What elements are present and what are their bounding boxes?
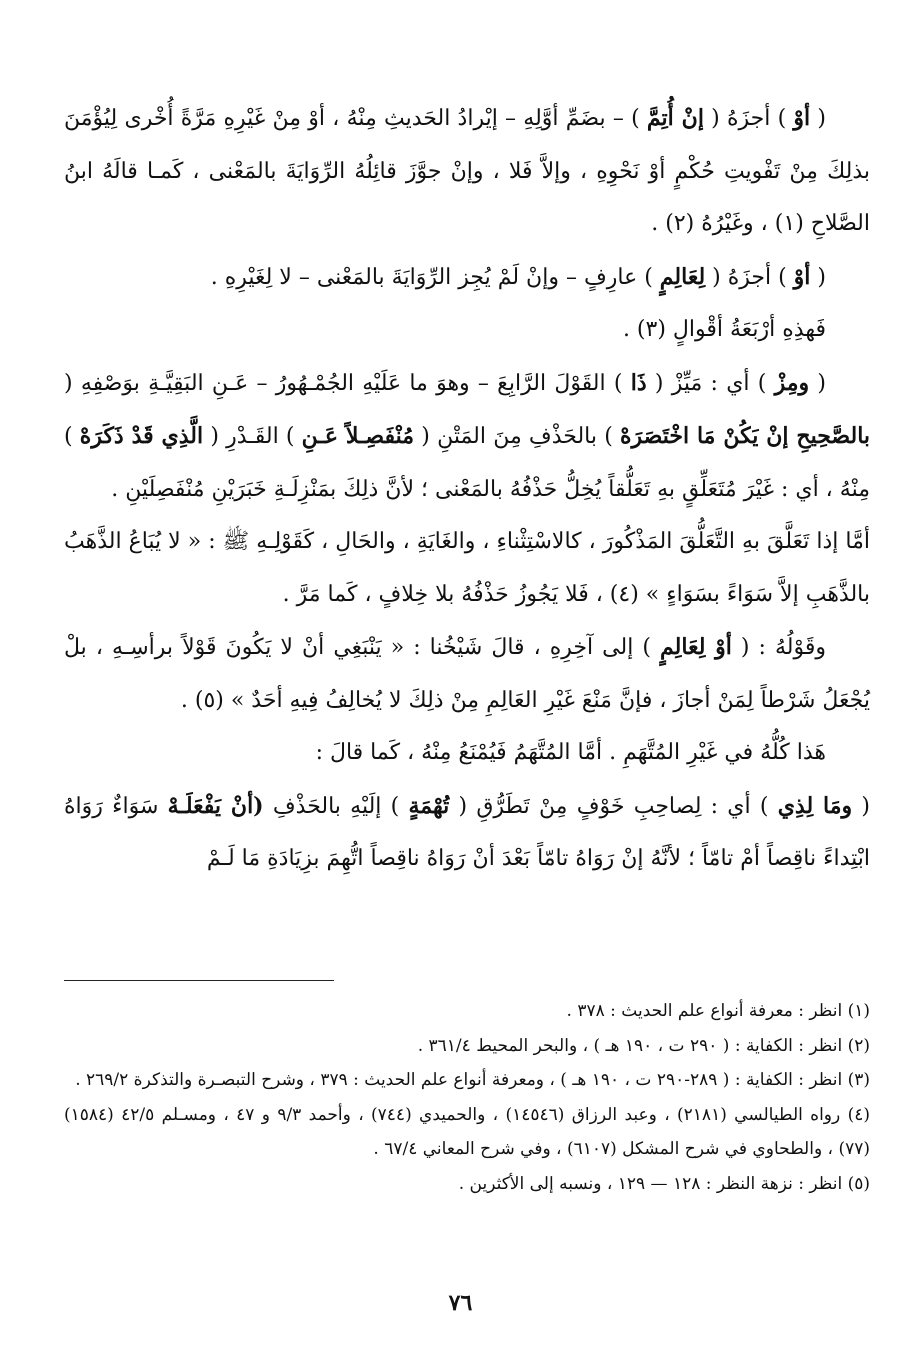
footnote: (٥) انظر : نزهة النظر : ١٢٨ — ١٢٩ ، ونسبه إلى الأكثرين . xyxy=(458,1173,870,1194)
body-paragraph xyxy=(64,92,870,251)
body-paragraph xyxy=(64,727,870,780)
text-segment: ) عارِفٍ – وإنْ لَمْ يُجِز الرِّوَايَةَ بالمَعْنى – لا لِغَيْرِهِ . xyxy=(210,264,660,290)
footnote: (٢) انظر : الكفاية : ( ٢٩٠ ت ، ١٩٠ هـ ) ، والبحر المحيط ٣٦١/٤ . xyxy=(417,1035,870,1056)
footnote: (٣) انظر : الكفاية : ( ٢٨٩-٢٩٠ ت ، ١٩٠ هـ ) ، ومعرفة أنواع علم الحديث : ٣٧٩ ، وشرح التبصـرة والتذكرة ٢٦٩/٢ . xyxy=(75,1070,870,1090)
footnote-separator xyxy=(64,980,334,981)
text-segment: ) أجزَهُ ( xyxy=(705,264,794,290)
body-paragraph xyxy=(64,780,870,886)
main-text-block xyxy=(64,92,870,886)
text-segment: ) أي : لِصاحِبِ خَوْفٍ مِنْ تَطَرُّقِ ( xyxy=(449,793,778,819)
page-number: ٧٦ xyxy=(448,1290,473,1316)
bold-text-segment: ذَا xyxy=(630,369,647,396)
body-paragraph xyxy=(64,357,870,517)
text-segment: وقَوْلُهُ : ( xyxy=(731,635,827,660)
text-segment: فَهذِهِ أرْبَعَةُ أقْوالٍ (٣) . xyxy=(622,317,826,342)
text-segment: ( xyxy=(852,793,871,819)
text-segment: ) أي : مَيِّزْ ( xyxy=(646,370,775,396)
bold-text-segment: مُنْفَصِـلاً عَـنِ xyxy=(301,423,415,449)
bold-text-segment: تُهْمَةٍ xyxy=(408,792,450,819)
text-segment: ) بالحَذْفِ مِنَ المَتْنِ ( xyxy=(414,424,621,449)
text-segment: هَذا كُلُّهُ في غَيْرِ المُتَّهَمِ . أمَّا المُتَّهَمُ فَيُمْنَعُ مِنْهُ ، كَما قالَ : xyxy=(315,740,826,765)
bold-text-segment: بالصَّحِيحِ إنْ يَكُنْ مَا اخْتَصَرَهْ xyxy=(620,423,871,449)
text-segment: ) مِنْهُ ، أي : غَيْرَ مُتَعَلِّقٍ بهِ تَعَلُّقاً يُخِلُّ حَذْفُهُ بالمَعْنى ؛ لأنَّ ذلِكَ بمَنْزِلَـةِ خَبَرَيْنِ مُنْفَصِلَيْنِ . xyxy=(64,424,870,502)
text-segment: ) أجزَهُ ( xyxy=(703,106,794,131)
text-segment: ) – بضَمِّ أوَّلِهِ – إيْرادُ الحَديثِ مِنْهُ ، أوْ مِنْ غَيْرِهِ مَرَّةً أُخْرى لِيُؤْمَنَ بذلِكَ مِنْ تَفْويتِ حُكْمٍ أوْ نَحْوِهِ ، وإلاَّ فَلا ، وإنْ جوَّزَ قائِلُهُ الرِّوَايَةَ بالمَعْنى ، كَمـا قالَهُ ابنُ الصَّلاحِ (١) ، وغَيْرُهُ (٢) . xyxy=(64,106,870,236)
body-text xyxy=(64,92,870,886)
body-paragraph xyxy=(64,251,870,305)
text-segment: ) القَوْلَ الرَّابِعَ – وهوَ ما عَلَيْهِ الجُمْـهُورُ – عَـنِ البَقِيَّـةِ بوَصْفِهِ ( xyxy=(64,370,631,396)
footnote: (١) انظر : معرفة أنواع علم الحديث : ٣٧٨ . xyxy=(566,1001,870,1021)
bold-text-segment: أوْ xyxy=(793,105,811,131)
text-segment: ) إلى آخِرِهِ ، قالَ شَيْخُنا : « يَنْبَغِي أنْ لا يَكُونَ قَوْلاً برأسِـهِ ، بلْ يُجْعَلُ شَرْطاً لِمَنْ أجازَ ، فإنَّ مَنْعَ غَيْرِ العَالِمِ مِنْ ذلِكَ لا يُخالِفُ فِيهِ أحَدٌ » (٥) . xyxy=(64,635,870,713)
text-segment: ( xyxy=(809,370,826,396)
text-segment: ) إلَيْهِ بالحَذْفِ xyxy=(263,793,409,819)
body-paragraph xyxy=(64,304,870,357)
bold-text-segment: لِعَالِمٍ xyxy=(659,263,706,290)
bold-text-segment: أوْ لِعَالِمٍ xyxy=(660,634,732,660)
text-segment: ) القَـدْرِ ( xyxy=(203,424,302,449)
bold-text-segment: الَّذِي قَدْ ذَكَرَهْ xyxy=(79,423,204,449)
bold-text-segment: ومِزْ xyxy=(774,369,810,396)
text-segment: ( xyxy=(810,106,826,131)
text-segment: أمَّا إذا تَعَلَّقَ بهِ التَّعَلُّقَ المَذْكُورَ ، كالاسْتِثْناءِ ، والغَايَةِ ، والحَالِ ، كَقَوْلِـهِ ﷺ : « لا يُبَاعُ الذَّهَبُ بالذَّهَبِ إلاَّ سَوَاءً بسَوَاءٍ » (٤) ، فَلا يَجُوزُ حَذْفُهُ بلا خِلافٍ ، كَما مَرَّ . xyxy=(64,529,870,607)
footnote-list xyxy=(64,994,870,1201)
bold-text-segment: أوْ xyxy=(793,263,811,290)
body-paragraph xyxy=(64,621,870,727)
body-paragraph xyxy=(64,516,870,621)
bold-text-segment: (أنْ يَفْعَلَـهْ xyxy=(167,792,264,819)
footnote: (٤) رواه الطيالسي (٢١٨١) ، وعبد الرزاق (١٤٥٤٦) ، والحميدي (٧٤٤) ، وأحمد ٩/٣ و ٤٧ ، ومسـلم ٤٢/٥ (١٥٨٤) (٧٧) ، والطحاوي في شرح المشكل (٦١٠٧) ، وفي شرح المعاني ٦٧/٤ . xyxy=(64,1104,870,1159)
bold-text-segment: إنْ أُتِمَّ xyxy=(646,105,704,131)
text-segment: سَوَاءٌ رَوَاهُ ابْتِداءً ناقِصاً أمْ تامّاً ؛ لأنَّهُ إنْ رَوَاهُ تامّاً بَعْدَ أنْ رَوَاهُ ناقِصاً اتُّهِمَ بزِيَادَةِ مَا لَـمْ xyxy=(64,793,870,871)
bold-text-segment: ومَا لِذِي xyxy=(777,792,853,819)
text-segment: ( xyxy=(810,264,826,290)
